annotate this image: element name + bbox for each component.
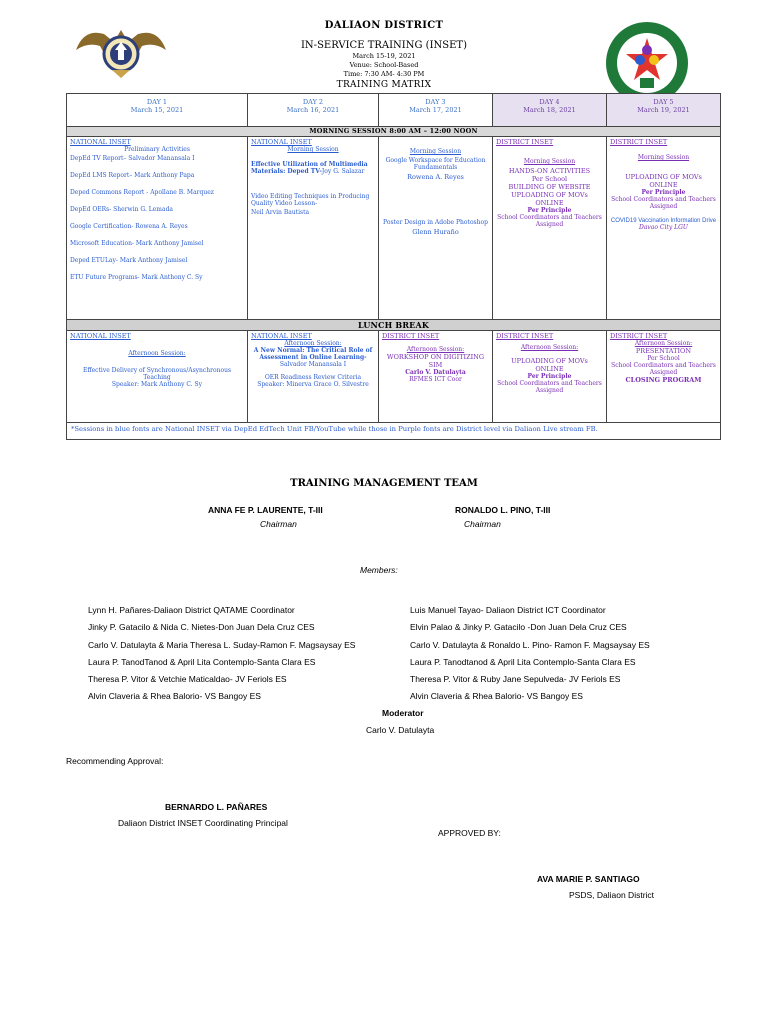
afternoon-day3-cell: DISTRICT INSET Afternoon Session: WORKSHOP ON DIGITIZING SIM Carlo V. Datulayta RFMES ICT Coor [379, 331, 493, 423]
recommender-name: BERNARDO L. PAÑARES [165, 802, 268, 812]
member-left-6: Alvin Claveria & Rhea Balorio- VS Bangoy ES [88, 691, 261, 701]
recommender-title: Daliaon District INSET Coordinating Principal [118, 818, 288, 828]
morning-day2-cell: NATIONAL INSET Morning Session Effective Utilization of Multimedia Materials: Deped TV-Joy G. Salazar Video Editing Techniques in Producing Quality Video Lesson- Neil Arvin Bautista [248, 137, 379, 320]
day-header-3: DAY 3 March 17, 2021 [379, 94, 493, 127]
training-matrix-table [66, 93, 721, 440]
day-header-row [67, 94, 721, 127]
member-left-5: Theresa P. Vitor & Vetchie Maticaldao- JV Feriols ES [88, 674, 287, 684]
morning-day5-cell: DISTRICT INSET Morning Session UPLOADING OF MOVs ONLINE Per Principle School Coordinators and Teachers Assigned COVID19 Vaccination Information Drive Davao City LGU [607, 137, 721, 320]
legend-note-row [67, 423, 721, 440]
matrix-title: TRAINING MATRIX [336, 80, 432, 90]
document-header [0, 0, 768, 92]
training-dates: March 15-19, 2021 [352, 52, 416, 60]
afternoon-day5-cell: DISTRICT INSET Afternoon Session: PRESENTATION Per School School Coordinators and Teachers Assigned CLOSING PROGRAM [607, 331, 721, 423]
approved-by-label: APPROVED BY: [438, 828, 501, 838]
member-right-6: Alvin Claveria & Rhea Balorio- VS Bangoy ES [410, 691, 583, 701]
chairman-2-name: RONALDO L. PINO, T-III [455, 505, 551, 515]
recommending-label: Recommending Approval: [66, 756, 164, 766]
member-left-4: Laura P. TanodTanod & April Lita Contemplo-Santa Clara ES [88, 657, 316, 667]
day-header-5: DAY 5 March 19, 2021 [607, 94, 721, 127]
moderator-name: Carlo V. Datulayta [366, 725, 435, 735]
day-header-4: DAY 4 March 18, 2021 [493, 94, 607, 127]
member-left-3: Carlo V. Datulayta & Maria Theresa L. Suday-Ramon F. Magsaysay ES [88, 640, 356, 650]
day-header-2: DAY 2 March 16, 2021 [248, 94, 379, 127]
lunch-break-band: LUNCH BREAK [67, 320, 721, 331]
member-right-1: Luis Manuel Tayao- Daliaon District ICT Coordinator [410, 605, 606, 615]
approver-name: AVA MARIE P. SANTIAGO [537, 874, 640, 884]
training-venue: Venue: School-Based [349, 61, 419, 69]
members-label: Members: [360, 565, 398, 575]
member-left-2: Jinky P. Gatacilo & Nida C. Nietes-Don Juan Dela Cruz CES [88, 622, 315, 632]
training-time: Time: 7:30 AM- 4:30 PM [343, 70, 425, 78]
morning-day3-cell: Morning Session Google Workspace for Education Fundamentals Rowena A. Reyes Poster Design in Adobe Photoshop Glenn Huraño [379, 137, 493, 320]
day-header-1: DAY 1 March 15, 2021 [67, 94, 248, 127]
morning-session-row [67, 137, 721, 320]
morning-day4-cell: DISTRICT INSET Morning Session HANDS-ON ACTIVITIES Per School BUILDING OF WEBSITE UPLOADING OF MOVs ONLINE Per Principle School Coordinators and Teachers Assigned [493, 137, 607, 320]
afternoon-day4-cell: DISTRICT INSET Afternoon Session: UPLOADING OF MOVs ONLINE Per Principle School Coordinators and Teachers Assigned [493, 331, 607, 423]
member-right-3: Carlo V. Datulayta & Ronaldo L. Pino- Ramon F. Magsaysay ES [410, 640, 650, 650]
morning-day1-cell: NATIONAL INSET Preliminary Activities DepEd TV Report– Salvador Manansala I DepEd LMS Report– Mark Anthony Papa Deped Commons Report - Apollane B. Marquez DepEd OERs- Sherwin G. Lemada Google Certification- Rowena A. Reyes Microsoft Education- Mark Anthony Jamisel Deped ETULay- Mark Anthony Jamisel ETU Future Programs- Mark Anthony C. Sy [67, 137, 248, 320]
chairman-1-name: ANNA FE P. LAURENTE, T-III [208, 505, 323, 515]
legend-note: *Sessions in blue fonts are National INSET via DepEd EdTech Unit FB/YouTube while those in Purple fonts are District level via Daliaon Live stream FB. [67, 423, 721, 440]
member-right-5: Theresa P. Vitor & Ruby Jane Sepulveda- JV Feriols ES [410, 674, 621, 684]
approver-title: PSDS, Daliaon District [569, 890, 655, 900]
team-title: TRAINING MANAGEMENT TEAM [290, 478, 478, 489]
morning-session-band: MORNING SESSION 8:00 AM – 12:00 NOON [67, 127, 721, 137]
member-left-1: Lynn H. Pañares-Daliaon District QATAME Coordinator [88, 605, 295, 615]
member-right-4: Laura P. Tanodtanod & April Lita Contemplo-Santa Clara ES [410, 657, 636, 667]
afternoon-day2-cell: NATIONAL INSET Afternoon Session: A New Normal: The Critical Role of Assessment in Online Learning- Salvador Manansala I OER Readiness Review Criteria Speaker: Minerva Grace O. Silvestre [248, 331, 379, 423]
member-right-2: Elvin Palao & Jinky P. Gatacilo -Don Juan Dela Cruz CES [410, 622, 627, 632]
document-title: IN-SERVICE TRAINING (INSET) [300, 40, 467, 51]
district-name: DALIAON DISTRICT [324, 20, 444, 31]
afternoon-session-row [67, 331, 721, 423]
moderator-label: Moderator [382, 708, 424, 718]
chairman-1-role: Chairman [260, 519, 297, 529]
chairman-2-role: Chairman [464, 519, 501, 529]
afternoon-day1-cell: NATIONAL INSET Afternoon Session: Effective Delivery of Synchronous/Asynchronous Teaching Speaker: Mark Anthony C. Sy [67, 331, 248, 423]
